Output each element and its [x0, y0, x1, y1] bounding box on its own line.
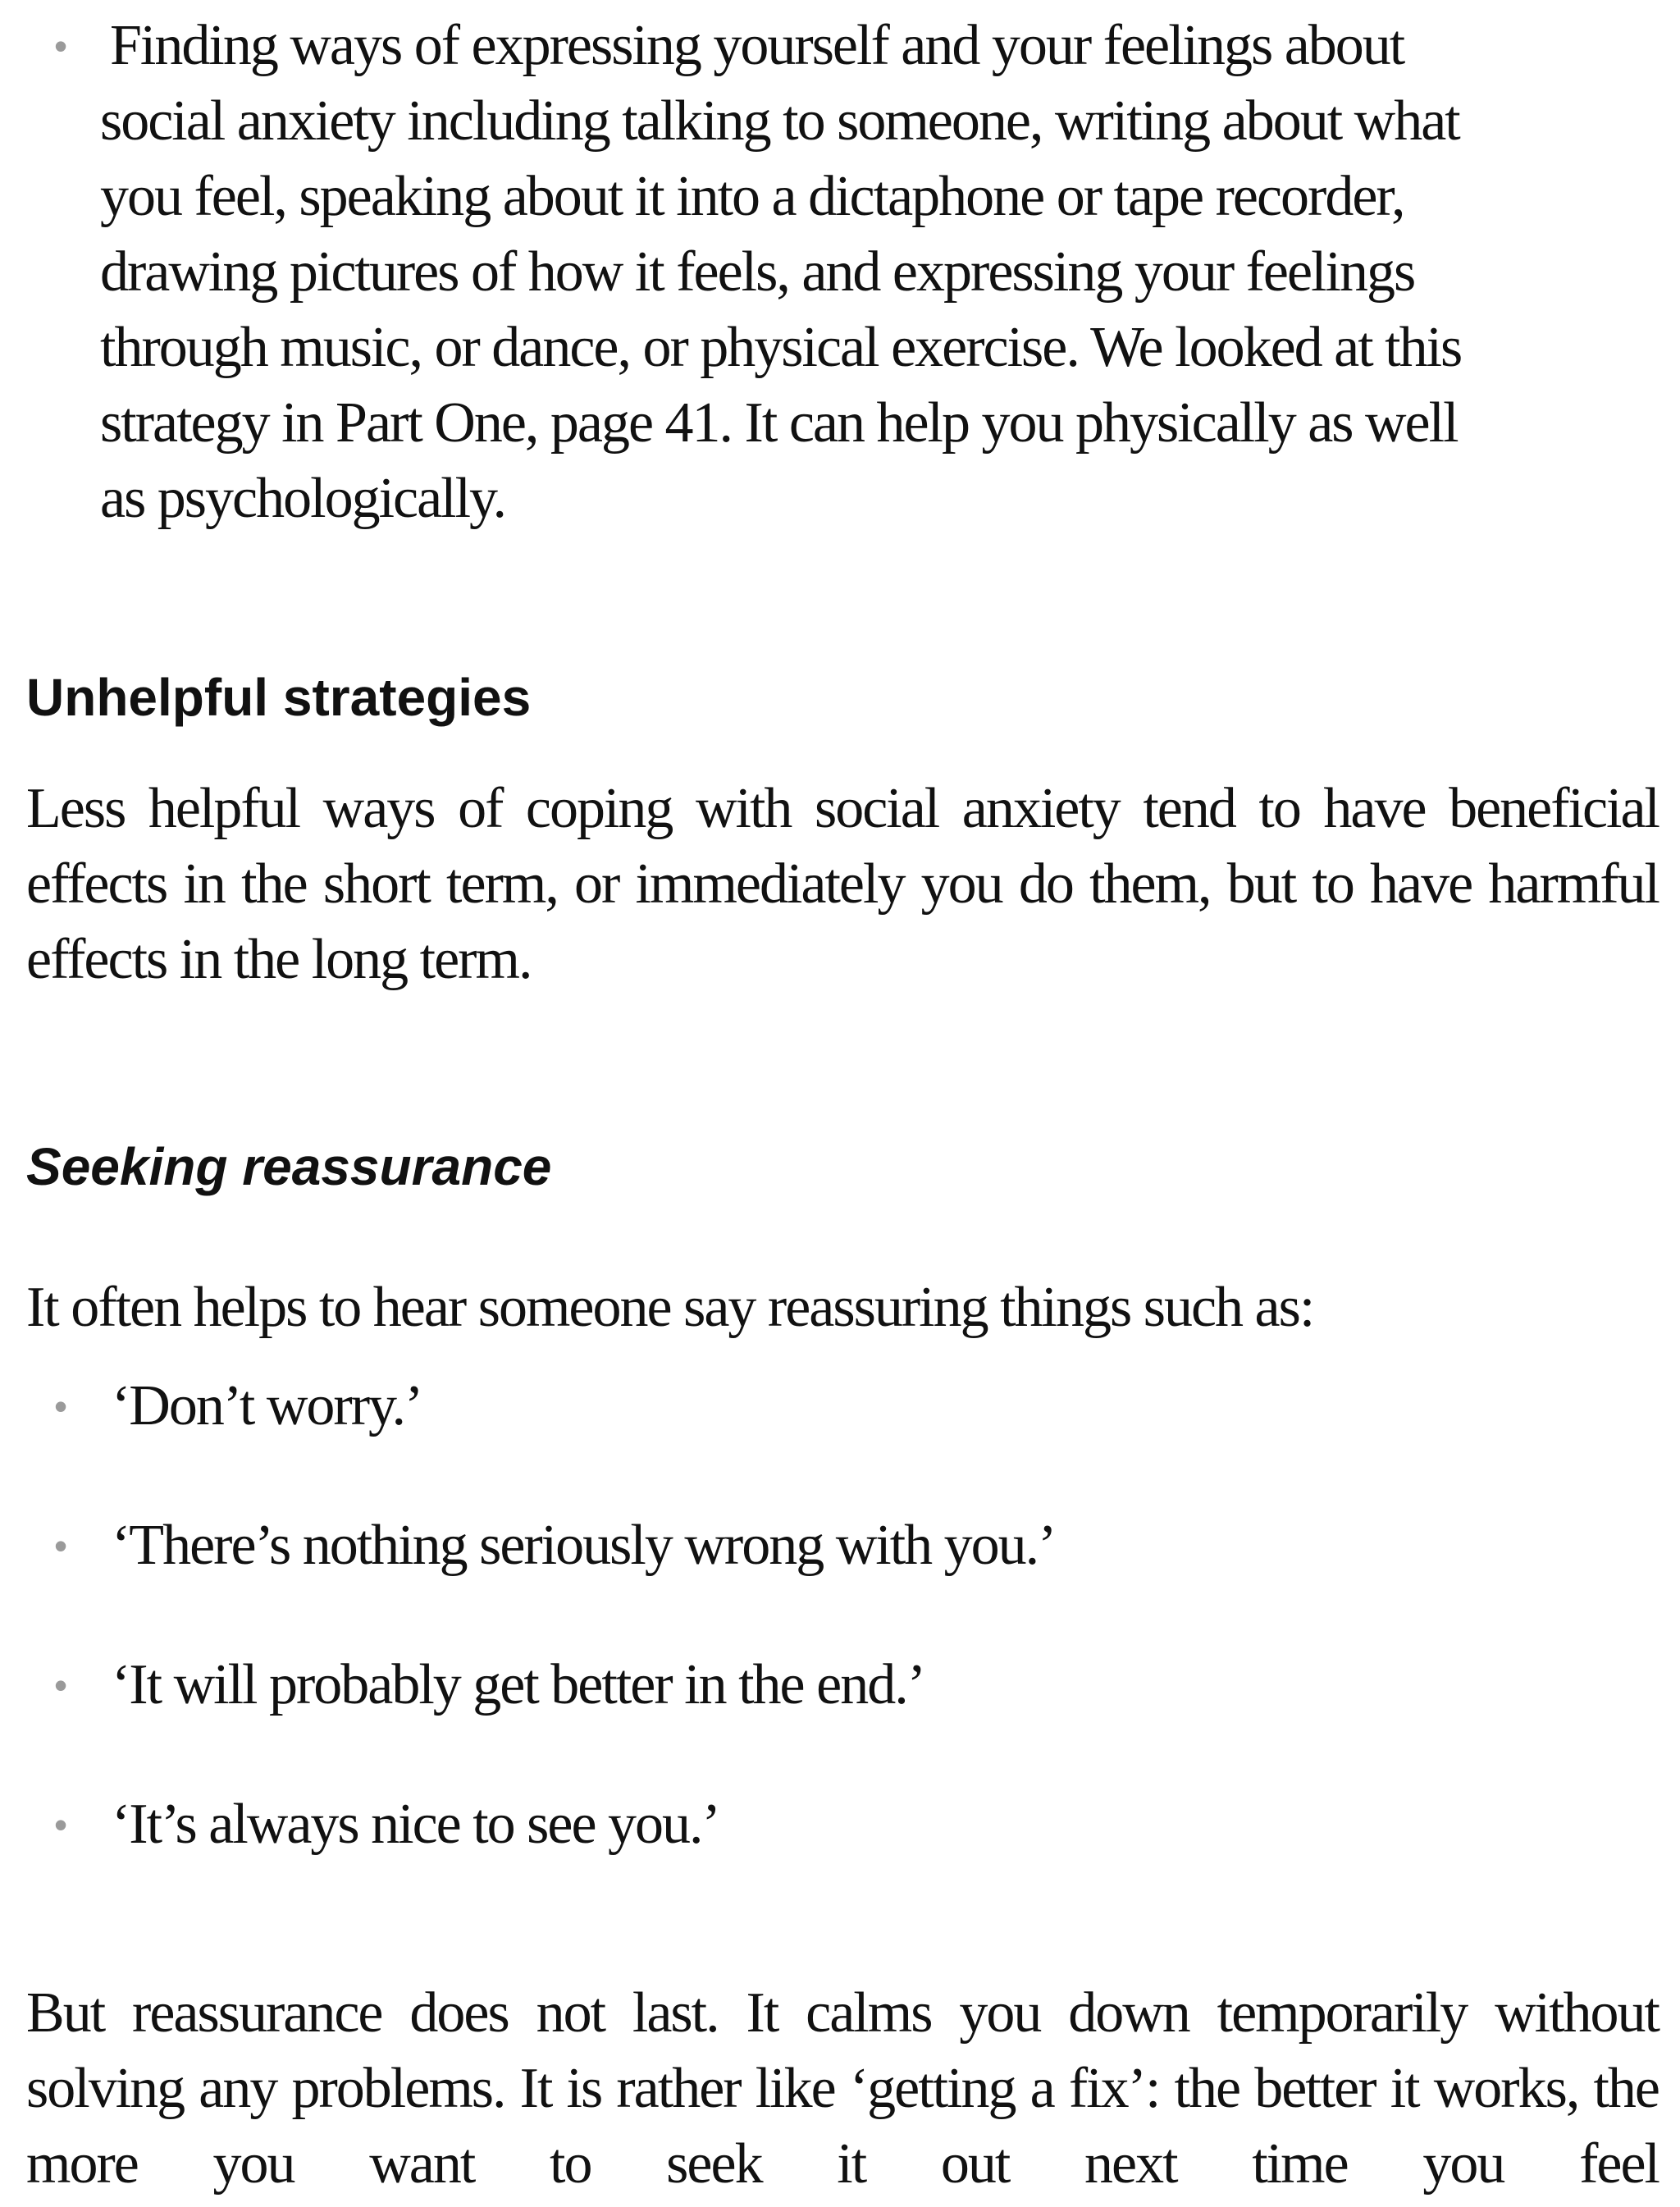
list-item: [26, 1647, 1659, 1787]
section-heading-unhelpful-strategies: Unhelpful strategies: [26, 668, 532, 727]
subheading-seeking-reassurance: Seeking reassurance: [26, 1137, 552, 1196]
bullet-marker: •: [54, 25, 66, 67]
unhelpful-strategies-paragraph: Less helpful ways of coping with social anxiety tend to have beneficial effects in the short term, or immediately you do them, but to have harmful effects in the long term.: [26, 777, 1659, 991]
bullet-line: you feel, speaking about it into a dictaphone or tape recorder,: [100, 165, 1404, 228]
reassurance-intro-text: It often helps to hear someone say reassuring things such as:: [26, 1276, 1314, 1339]
quote-text: ‘It will probably get better in the end.’: [112, 1653, 925, 1716]
list-item: [26, 1508, 1659, 1647]
bullet-marker: •: [54, 1664, 66, 1707]
bullet-line: drawing pictures of how it feels, and expressing your feelings: [100, 240, 1415, 304]
bullet-line: social anxiety including talking to someone, writing about what: [100, 89, 1459, 153]
expression-bullet-text: [26, 8, 1585, 537]
reassurance-quote-list: [26, 1369, 1659, 1926]
quote-text: ‘There’s nothing seriously wrong with you.’: [112, 1514, 1056, 1577]
bullet-line: through music, or dance, or physical exercise. We looked at this: [100, 316, 1462, 379]
bullet-line: as psychologically.: [100, 467, 506, 530]
bullet-line: Finding ways of expressing yourself and your feelings about: [110, 14, 1404, 77]
bullet-marker: •: [54, 1524, 66, 1567]
reassurance-closing-paragraph: But reassurance does not last. It calms you down temporarily without solving any problems. It is rather like ‘getting a fix’: the better it works, the more you want to seek it out next time you feel: [26, 1981, 1659, 2196]
quote-text: ‘It’s always nice to see you.’: [112, 1793, 719, 1856]
expression-bullet-item: [26, 8, 1659, 537]
bullet-marker: •: [54, 1385, 66, 1428]
bullet-line: strategy in Part One, page 41. It can help you physically as well: [100, 391, 1458, 455]
list-item: [26, 1787, 1659, 1926]
quote-text: ‘Don’t worry.’: [112, 1374, 422, 1437]
list-item: [26, 1369, 1659, 1508]
bullet-marker: •: [54, 1803, 66, 1846]
